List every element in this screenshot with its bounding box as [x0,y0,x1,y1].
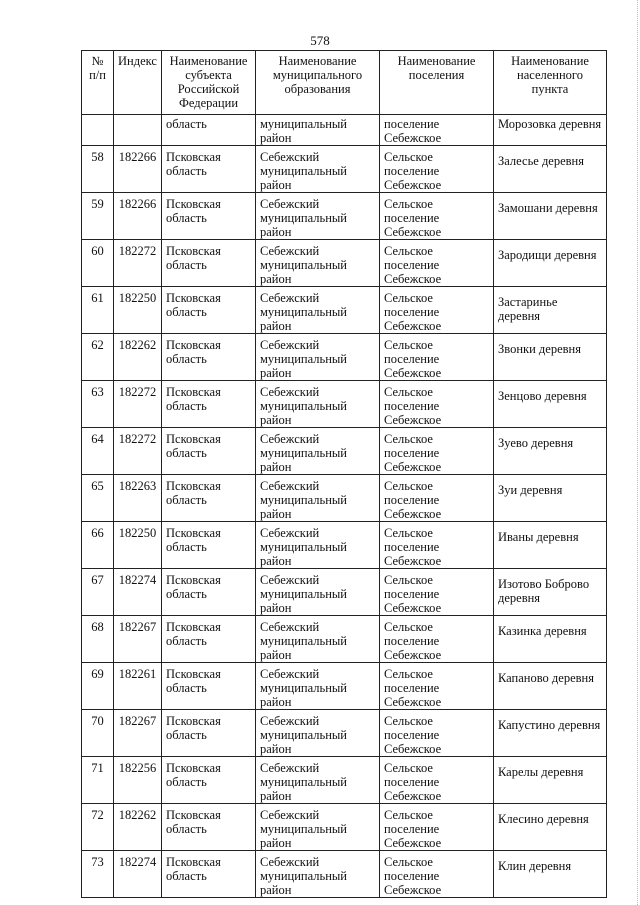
cell-settlement: Сельское поселение Себежское [380,616,494,663]
cell-index: 182272 [114,381,162,428]
cell-subject: Псковская область [162,522,256,569]
cell-index: 182272 [114,240,162,287]
cell-municipality: Себежский муниципальный район [256,193,380,240]
cell-municipality: Себежский муниципальный район [256,381,380,428]
cell-number: 61 [82,287,114,334]
cell-index: 182266 [114,146,162,193]
cell-settlement: Сельское поселение Себежское [380,569,494,616]
cell-subject: Псковская область [162,710,256,757]
cell-settlement: Сельское поселение Себежское [380,804,494,851]
table-row [82,851,607,898]
continuation-row [82,115,607,146]
table-row [82,193,607,240]
table-row [82,240,607,287]
table-row [82,287,607,334]
cell-subject: Псковская область [162,663,256,710]
cell-subject: Псковская область [162,334,256,381]
table-row [82,616,607,663]
cell-subject: Псковская область [162,240,256,287]
header-number: № п/п [82,51,114,115]
table-row [82,334,607,381]
cell-number: 68 [82,616,114,663]
cell-index: 182272 [114,428,162,475]
cell-settlement: Сельское поселение Себежское [380,381,494,428]
cell-locality: Капаново деревня [494,663,607,710]
table-row [82,710,607,757]
cell-number: 72 [82,804,114,851]
cell-settlement: Сельское поселение Себежское [380,193,494,240]
cell-locality: Клин деревня [494,851,607,898]
cell-number: 67 [82,569,114,616]
cell-locality: Застаринье деревня [494,287,607,334]
cell-number: 65 [82,475,114,522]
cell-municipality: Себежский муниципальный район [256,475,380,522]
cell-locality: Иваны деревня [494,522,607,569]
scan-edge [635,0,638,905]
cell-settlement: Сельское поселение Себежское [380,428,494,475]
cell-number: 63 [82,381,114,428]
table-row [82,475,607,522]
page-number: 578 [310,33,330,48]
table-row [82,146,607,193]
cell-subject: Псковская область [162,475,256,522]
cell-locality: Зуево деревня [494,428,607,475]
cell-municipality: Себежский муниципальный район [256,146,380,193]
cell-settlement: Сельское поселение Себежское [380,240,494,287]
cell-municipality: Себежский муниципальный район [256,240,380,287]
cell-locality: Клесино деревня [494,804,607,851]
cell-subject: Псковская область [162,193,256,240]
cell-subject: Псковская область [162,757,256,804]
cell-municipality: Себежский муниципальный район [256,569,380,616]
cell-number: 73 [82,851,114,898]
cell-settlement: Сельское поселение Себежское [380,851,494,898]
cell-index: 182274 [114,851,162,898]
cell-locality: Карелы деревня [494,757,607,804]
cell-index: 182267 [114,616,162,663]
cell-locality: Казинка деревня [494,616,607,663]
cell-locality: Морозовка деревня [494,115,607,146]
cell-municipality: Себежский муниципальный район [256,663,380,710]
cell-locality: Замошани деревня [494,193,607,240]
cell-index: 182256 [114,757,162,804]
cell-index: 182266 [114,193,162,240]
cell-index: 182250 [114,522,162,569]
table-row [82,804,607,851]
cell-subject: Псковская область [162,381,256,428]
cell-locality: Зародищи деревня [494,240,607,287]
cell-number: 60 [82,240,114,287]
cell-subject: Псковская область [162,616,256,663]
cell-settlement: Сельское поселение Себежское [380,334,494,381]
cell-settlement: Сельское поселение Себежское [380,663,494,710]
cell-subject: область [162,115,256,146]
header-subject: Наименование субъекта Российской Федерации [162,51,256,115]
cell-number [82,115,114,146]
table-row [82,569,607,616]
cell-settlement: Сельское поселение Себежское [380,475,494,522]
cell-municipality: Себежский муниципальный район [256,851,380,898]
cell-settlement: Сельское поселение Себежское [380,710,494,757]
cell-index: 182274 [114,569,162,616]
cell-municipality: Себежский муниципальный район [256,287,380,334]
cell-index: 182262 [114,334,162,381]
cell-number: 70 [82,710,114,757]
cell-index: 182262 [114,804,162,851]
cell-settlement: Сельское поселение Себежское [380,757,494,804]
cell-index: 182250 [114,287,162,334]
table-header-row [82,51,607,115]
header-municipality: Наименование муниципального образования [256,51,380,115]
cell-subject: Псковская область [162,146,256,193]
cell-municipality: Себежский муниципальный район [256,757,380,804]
cell-settlement: Сельское поселение Себежское [380,522,494,569]
cell-municipality: Себежский муниципальный район [256,804,380,851]
table-row [82,428,607,475]
cell-locality: Залесье деревня [494,146,607,193]
cell-number: 71 [82,757,114,804]
cell-index: 182261 [114,663,162,710]
cell-number: 64 [82,428,114,475]
cell-number: 69 [82,663,114,710]
cell-index: 182267 [114,710,162,757]
cell-locality: Изотово Боброво деревня [494,569,607,616]
cell-locality: Капустино деревня [494,710,607,757]
cell-municipality: Себежский муниципальный район [256,428,380,475]
cell-index: 182263 [114,475,162,522]
cell-municipality: Себежский муниципальный район [256,334,380,381]
cell-municipality: муниципальный район [256,115,380,146]
cell-index [114,115,162,146]
table-row [82,522,607,569]
table-row [82,381,607,428]
cell-subject: Псковская область [162,428,256,475]
header-settlement: Наименование поселения [380,51,494,115]
cell-number: 62 [82,334,114,381]
cell-settlement: Сельское поселение Себежское [380,146,494,193]
cell-settlement: Сельское поселение Себежское [380,287,494,334]
cell-municipality: Себежский муниципальный район [256,710,380,757]
cell-number: 58 [82,146,114,193]
settlements-table [81,50,607,898]
cell-subject: Псковская область [162,569,256,616]
cell-settlement: поселение Себежское [380,115,494,146]
cell-municipality: Себежский муниципальный район [256,522,380,569]
header-index: Индекс [114,51,162,115]
cell-subject: Псковская область [162,804,256,851]
cell-number: 59 [82,193,114,240]
cell-subject: Псковская область [162,851,256,898]
cell-subject: Псковская область [162,287,256,334]
cell-number: 66 [82,522,114,569]
table-row [82,757,607,804]
cell-locality: Зуи деревня [494,475,607,522]
table-row [82,663,607,710]
cell-municipality: Себежский муниципальный район [256,616,380,663]
cell-locality: Звонки деревня [494,334,607,381]
cell-locality: Зенцово деревня [494,381,607,428]
header-locality: Наименование населенного пункта [494,51,607,115]
